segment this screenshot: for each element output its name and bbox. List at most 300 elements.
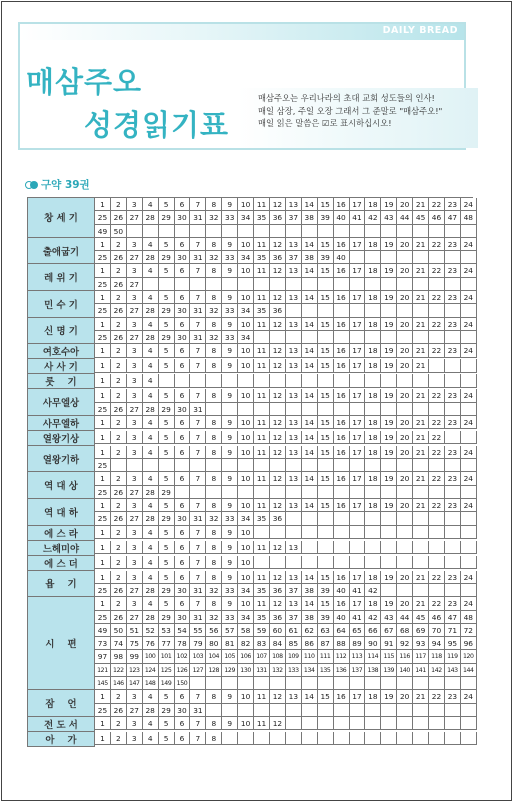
chapter-cell[interactable]: 6	[175, 431, 191, 444]
chapter-cell[interactable]: 22	[429, 499, 445, 512]
chapter-cell[interactable]: 19	[381, 446, 397, 459]
chapter-cell[interactable]: 14	[302, 291, 318, 304]
chapter-cell[interactable]: 14	[302, 238, 318, 251]
chapter-cell[interactable]: 28	[143, 403, 159, 416]
chapter-cell[interactable]: 2	[111, 238, 127, 251]
chapter-cell[interactable]: 23	[445, 446, 461, 459]
chapter-cell[interactable]: 23	[445, 499, 461, 512]
chapter-cell[interactable]: 50	[111, 225, 127, 238]
chapter-cell[interactable]: 1	[95, 690, 111, 703]
chapter-cell[interactable]: 37	[286, 251, 302, 264]
chapter-cell[interactable]: 117	[413, 650, 429, 663]
chapter-cell[interactable]: 43	[381, 611, 397, 624]
chapter-cell[interactable]: 91	[381, 637, 397, 650]
chapter-cell[interactable]: 80	[206, 637, 222, 650]
chapter-cell[interactable]: 24	[461, 446, 477, 459]
chapter-cell[interactable]: 35	[254, 512, 270, 525]
chapter-cell[interactable]: 21	[413, 198, 429, 211]
chapter-cell[interactable]: 2	[111, 541, 127, 554]
chapter-cell[interactable]: 18	[365, 238, 381, 251]
chapter-cell[interactable]: 14	[302, 499, 318, 512]
chapter-cell[interactable]: 24	[461, 318, 477, 331]
chapter-cell[interactable]: 16	[334, 198, 350, 211]
chapter-cell[interactable]: 8	[206, 556, 222, 569]
chapter-cell[interactable]: 21	[413, 359, 429, 372]
chapter-cell[interactable]: 11	[254, 431, 270, 444]
chapter-cell[interactable]: 13	[286, 389, 302, 402]
chapter-cell[interactable]: 26	[111, 331, 127, 344]
chapter-cell[interactable]: 32	[206, 251, 222, 264]
chapter-cell[interactable]: 6	[175, 318, 191, 331]
chapter-cell[interactable]: 52	[143, 624, 159, 637]
chapter-cell[interactable]: 40	[334, 211, 350, 224]
chapter-cell[interactable]: 63	[318, 624, 334, 637]
chapter-cell[interactable]: 34	[238, 611, 254, 624]
chapter-cell[interactable]: 10	[238, 416, 254, 429]
chapter-cell[interactable]: 17	[350, 446, 366, 459]
chapter-cell[interactable]: 6	[175, 571, 191, 584]
chapter-cell[interactable]: 1	[95, 318, 111, 331]
chapter-cell[interactable]: 13	[286, 431, 302, 444]
chapter-cell[interactable]: 18	[365, 389, 381, 402]
chapter-cell[interactable]: 11	[254, 597, 270, 610]
chapter-cell[interactable]: 20	[397, 416, 413, 429]
chapter-cell[interactable]: 4	[143, 291, 159, 304]
chapter-cell[interactable]: 17	[350, 472, 366, 485]
chapter-cell[interactable]: 15	[318, 416, 334, 429]
chapter-cell[interactable]: 97	[95, 650, 111, 663]
chapter-cell[interactable]: 150	[175, 677, 191, 690]
chapter-cell[interactable]: 10	[238, 291, 254, 304]
chapter-cell[interactable]: 42	[365, 611, 381, 624]
chapter-cell[interactable]: 25	[95, 403, 111, 416]
chapter-cell[interactable]: 19	[381, 472, 397, 485]
chapter-cell[interactable]: 9	[222, 446, 238, 459]
chapter-cell[interactable]: 24	[461, 238, 477, 251]
chapter-cell[interactable]: 12	[270, 472, 286, 485]
chapter-cell[interactable]: 5	[159, 571, 175, 584]
chapter-cell[interactable]: 4	[143, 556, 159, 569]
chapter-cell[interactable]: 79	[190, 637, 206, 650]
chapter-cell[interactable]: 13	[286, 359, 302, 372]
chapter-cell[interactable]: 10	[238, 389, 254, 402]
chapter-cell[interactable]: 53	[159, 624, 175, 637]
chapter-cell[interactable]: 10	[238, 318, 254, 331]
chapter-cell[interactable]: 10	[238, 198, 254, 211]
chapter-cell[interactable]: 9	[222, 571, 238, 584]
chapter-cell[interactable]: 144	[461, 664, 477, 677]
chapter-cell[interactable]: 7	[190, 359, 206, 372]
chapter-cell[interactable]: 4	[143, 526, 159, 539]
chapter-cell[interactable]: 45	[413, 611, 429, 624]
chapter-cell[interactable]: 22	[429, 318, 445, 331]
chapter-cell[interactable]: 28	[143, 331, 159, 344]
chapter-cell[interactable]: 129	[222, 664, 238, 677]
chapter-cell[interactable]: 10	[238, 472, 254, 485]
chapter-cell[interactable]: 71	[445, 624, 461, 637]
chapter-cell[interactable]: 29	[159, 584, 175, 597]
chapter-cell[interactable]: 28	[143, 304, 159, 317]
chapter-cell[interactable]: 15	[318, 359, 334, 372]
chapter-cell[interactable]: 29	[159, 211, 175, 224]
chapter-cell[interactable]: 94	[429, 637, 445, 650]
chapter-cell[interactable]: 16	[334, 571, 350, 584]
chapter-cell[interactable]: 13	[286, 690, 302, 703]
chapter-cell[interactable]: 92	[397, 637, 413, 650]
chapter-cell[interactable]: 26	[111, 486, 127, 499]
chapter-cell[interactable]: 1	[95, 238, 111, 251]
chapter-cell[interactable]: 114	[365, 650, 381, 663]
chapter-cell[interactable]: 102	[175, 650, 191, 663]
chapter-cell[interactable]: 24	[461, 198, 477, 211]
chapter-cell[interactable]: 27	[127, 211, 143, 224]
chapter-cell[interactable]: 34	[238, 304, 254, 317]
chapter-cell[interactable]: 10	[238, 344, 254, 357]
chapter-cell[interactable]: 21	[413, 597, 429, 610]
chapter-cell[interactable]: 4	[143, 571, 159, 584]
chapter-cell[interactable]: 6	[175, 344, 191, 357]
chapter-cell[interactable]: 6	[175, 198, 191, 211]
chapter-cell[interactable]: 16	[334, 597, 350, 610]
chapter-cell[interactable]: 20	[397, 597, 413, 610]
chapter-cell[interactable]: 29	[159, 403, 175, 416]
chapter-cell[interactable]: 23	[445, 416, 461, 429]
chapter-cell[interactable]: 14	[302, 318, 318, 331]
chapter-cell[interactable]: 5	[159, 717, 175, 730]
chapter-cell[interactable]: 104	[206, 650, 222, 663]
chapter-cell[interactable]: 4	[143, 318, 159, 331]
chapter-cell[interactable]: 3	[127, 571, 143, 584]
chapter-cell[interactable]: 7	[190, 472, 206, 485]
chapter-cell[interactable]: 25	[95, 278, 111, 291]
chapter-cell[interactable]: 14	[302, 198, 318, 211]
chapter-cell[interactable]: 29	[159, 611, 175, 624]
chapter-cell[interactable]: 14	[302, 344, 318, 357]
chapter-cell[interactable]: 11	[254, 416, 270, 429]
chapter-cell[interactable]: 64	[334, 624, 350, 637]
chapter-cell[interactable]: 27	[127, 304, 143, 317]
chapter-cell[interactable]: 6	[175, 416, 191, 429]
chapter-cell[interactable]: 9	[222, 526, 238, 539]
chapter-cell[interactable]: 1	[95, 446, 111, 459]
chapter-cell[interactable]: 20	[397, 571, 413, 584]
chapter-cell[interactable]: 27	[127, 611, 143, 624]
chapter-cell[interactable]: 25	[95, 512, 111, 525]
chapter-cell[interactable]: 17	[350, 597, 366, 610]
chapter-cell[interactable]: 33	[222, 584, 238, 597]
chapter-cell[interactable]: 5	[159, 690, 175, 703]
chapter-cell[interactable]: 34	[238, 512, 254, 525]
chapter-cell[interactable]: 4	[143, 690, 159, 703]
chapter-cell[interactable]: 8	[206, 526, 222, 539]
chapter-cell[interactable]: 5	[159, 431, 175, 444]
chapter-cell[interactable]: 25	[95, 611, 111, 624]
chapter-cell[interactable]: 11	[254, 690, 270, 703]
chapter-cell[interactable]: 1	[95, 431, 111, 444]
chapter-cell[interactable]: 9	[222, 291, 238, 304]
chapter-cell[interactable]: 20	[397, 238, 413, 251]
chapter-cell[interactable]: 20	[397, 446, 413, 459]
chapter-cell[interactable]: 10	[238, 541, 254, 554]
chapter-cell[interactable]: 42	[365, 584, 381, 597]
chapter-cell[interactable]: 3	[127, 374, 143, 387]
chapter-cell[interactable]: 14	[302, 472, 318, 485]
chapter-cell[interactable]: 5	[159, 264, 175, 277]
chapter-cell[interactable]: 3	[127, 717, 143, 730]
chapter-cell[interactable]: 27	[127, 331, 143, 344]
chapter-cell[interactable]: 20	[397, 198, 413, 211]
chapter-cell[interactable]: 17	[350, 431, 366, 444]
chapter-cell[interactable]: 13	[286, 499, 302, 512]
chapter-cell[interactable]: 17	[350, 264, 366, 277]
chapter-cell[interactable]: 26	[111, 278, 127, 291]
chapter-cell[interactable]: 31	[190, 704, 206, 717]
chapter-cell[interactable]: 15	[318, 291, 334, 304]
chapter-cell[interactable]: 10	[238, 359, 254, 372]
chapter-cell[interactable]: 45	[413, 211, 429, 224]
chapter-cell[interactable]: 11	[254, 238, 270, 251]
chapter-cell[interactable]: 2	[111, 291, 127, 304]
chapter-cell[interactable]: 29	[159, 512, 175, 525]
chapter-cell[interactable]: 23	[445, 344, 461, 357]
chapter-cell[interactable]: 11	[254, 344, 270, 357]
chapter-cell[interactable]: 76	[143, 637, 159, 650]
chapter-cell[interactable]: 3	[127, 541, 143, 554]
chapter-cell[interactable]: 1	[95, 541, 111, 554]
chapter-cell[interactable]: 143	[445, 664, 461, 677]
chapter-cell[interactable]: 22	[429, 238, 445, 251]
chapter-cell[interactable]: 29	[159, 704, 175, 717]
chapter-cell[interactable]: 33	[222, 331, 238, 344]
chapter-cell[interactable]: 5	[159, 344, 175, 357]
chapter-cell[interactable]: 26	[111, 704, 127, 717]
chapter-cell[interactable]: 13	[286, 344, 302, 357]
chapter-cell[interactable]: 18	[365, 198, 381, 211]
chapter-cell[interactable]: 36	[270, 251, 286, 264]
chapter-cell[interactable]: 7	[190, 690, 206, 703]
chapter-cell[interactable]: 34	[238, 331, 254, 344]
chapter-cell[interactable]: 141	[413, 664, 429, 677]
chapter-cell[interactable]: 139	[381, 664, 397, 677]
chapter-cell[interactable]: 18	[365, 690, 381, 703]
chapter-cell[interactable]: 4	[143, 446, 159, 459]
chapter-cell[interactable]: 7	[190, 344, 206, 357]
chapter-cell[interactable]: 35	[254, 211, 270, 224]
chapter-cell[interactable]: 11	[254, 446, 270, 459]
chapter-cell[interactable]: 127	[190, 664, 206, 677]
chapter-cell[interactable]: 7	[190, 264, 206, 277]
chapter-cell[interactable]: 22	[429, 431, 445, 444]
chapter-cell[interactable]: 128	[206, 664, 222, 677]
chapter-cell[interactable]: 3	[127, 732, 143, 745]
chapter-cell[interactable]: 35	[254, 611, 270, 624]
chapter-cell[interactable]: 7	[190, 416, 206, 429]
chapter-cell[interactable]: 8	[206, 571, 222, 584]
chapter-cell[interactable]: 4	[143, 717, 159, 730]
chapter-cell[interactable]: 14	[302, 389, 318, 402]
chapter-cell[interactable]: 6	[175, 264, 191, 277]
chapter-cell[interactable]: 122	[111, 664, 127, 677]
chapter-cell[interactable]: 142	[429, 664, 445, 677]
chapter-cell[interactable]: 78	[175, 637, 191, 650]
chapter-cell[interactable]: 36	[270, 211, 286, 224]
chapter-cell[interactable]: 1	[95, 198, 111, 211]
chapter-cell[interactable]: 9	[222, 344, 238, 357]
chapter-cell[interactable]: 20	[397, 359, 413, 372]
chapter-cell[interactable]: 19	[381, 597, 397, 610]
chapter-cell[interactable]: 15	[318, 264, 334, 277]
chapter-cell[interactable]: 4	[143, 238, 159, 251]
chapter-cell[interactable]: 39	[318, 211, 334, 224]
chapter-cell[interactable]: 34	[238, 211, 254, 224]
chapter-cell[interactable]: 19	[381, 198, 397, 211]
chapter-cell[interactable]: 12	[270, 238, 286, 251]
chapter-cell[interactable]: 44	[397, 611, 413, 624]
chapter-cell[interactable]: 12	[270, 541, 286, 554]
chapter-cell[interactable]: 22	[429, 291, 445, 304]
chapter-cell[interactable]: 11	[254, 499, 270, 512]
chapter-cell[interactable]: 9	[222, 597, 238, 610]
chapter-cell[interactable]: 17	[350, 318, 366, 331]
chapter-cell[interactable]: 16	[334, 238, 350, 251]
chapter-cell[interactable]: 27	[127, 512, 143, 525]
chapter-cell[interactable]: 72	[461, 624, 477, 637]
chapter-cell[interactable]: 4	[143, 389, 159, 402]
chapter-cell[interactable]: 3	[127, 416, 143, 429]
chapter-cell[interactable]: 6	[175, 446, 191, 459]
chapter-cell[interactable]: 21	[413, 291, 429, 304]
chapter-cell[interactable]: 10	[238, 431, 254, 444]
chapter-cell[interactable]: 1	[95, 264, 111, 277]
chapter-cell[interactable]: 14	[302, 264, 318, 277]
chapter-cell[interactable]: 57	[222, 624, 238, 637]
chapter-cell[interactable]: 5	[159, 389, 175, 402]
chapter-cell[interactable]: 22	[429, 416, 445, 429]
chapter-cell[interactable]: 7	[190, 732, 206, 745]
chapter-cell[interactable]: 93	[413, 637, 429, 650]
chapter-cell[interactable]: 13	[286, 597, 302, 610]
chapter-cell[interactable]: 18	[365, 359, 381, 372]
chapter-cell[interactable]: 33	[222, 611, 238, 624]
chapter-cell[interactable]: 19	[381, 690, 397, 703]
chapter-cell[interactable]: 27	[127, 251, 143, 264]
chapter-cell[interactable]: 16	[334, 446, 350, 459]
chapter-cell[interactable]: 43	[381, 211, 397, 224]
chapter-cell[interactable]: 21	[413, 416, 429, 429]
chapter-cell[interactable]: 32	[206, 331, 222, 344]
chapter-cell[interactable]: 105	[222, 650, 238, 663]
chapter-cell[interactable]: 13	[286, 446, 302, 459]
chapter-cell[interactable]: 33	[222, 251, 238, 264]
chapter-cell[interactable]: 3	[127, 291, 143, 304]
chapter-cell[interactable]: 25	[95, 486, 111, 499]
chapter-cell[interactable]: 20	[397, 344, 413, 357]
chapter-cell[interactable]: 70	[429, 624, 445, 637]
chapter-cell[interactable]: 41	[350, 611, 366, 624]
chapter-cell[interactable]: 16	[334, 389, 350, 402]
chapter-cell[interactable]: 11	[254, 264, 270, 277]
chapter-cell[interactable]: 2	[111, 374, 127, 387]
chapter-cell[interactable]: 136	[334, 664, 350, 677]
chapter-cell[interactable]: 21	[413, 264, 429, 277]
chapter-cell[interactable]: 30	[175, 704, 191, 717]
chapter-cell[interactable]: 130	[238, 664, 254, 677]
chapter-cell[interactable]: 32	[206, 584, 222, 597]
chapter-cell[interactable]: 2	[111, 732, 127, 745]
chapter-cell[interactable]: 21	[413, 690, 429, 703]
chapter-cell[interactable]: 5	[159, 359, 175, 372]
chapter-cell[interactable]: 12	[270, 344, 286, 357]
chapter-cell[interactable]: 32	[206, 304, 222, 317]
chapter-cell[interactable]: 13	[286, 416, 302, 429]
chapter-cell[interactable]: 5	[159, 499, 175, 512]
chapter-cell[interactable]: 16	[334, 359, 350, 372]
chapter-cell[interactable]: 13	[286, 238, 302, 251]
chapter-cell[interactable]: 48	[461, 611, 477, 624]
chapter-cell[interactable]: 32	[206, 211, 222, 224]
chapter-cell[interactable]: 7	[190, 499, 206, 512]
chapter-cell[interactable]: 20	[397, 264, 413, 277]
chapter-cell[interactable]: 18	[365, 472, 381, 485]
chapter-cell[interactable]: 83	[254, 637, 270, 650]
chapter-cell[interactable]: 7	[190, 597, 206, 610]
chapter-cell[interactable]: 121	[95, 664, 111, 677]
chapter-cell[interactable]: 6	[175, 499, 191, 512]
chapter-cell[interactable]: 31	[190, 403, 206, 416]
chapter-cell[interactable]: 2	[111, 556, 127, 569]
chapter-cell[interactable]: 46	[429, 211, 445, 224]
chapter-cell[interactable]: 16	[334, 344, 350, 357]
chapter-cell[interactable]: 18	[365, 431, 381, 444]
chapter-cell[interactable]: 8	[206, 431, 222, 444]
chapter-cell[interactable]: 2	[111, 499, 127, 512]
chapter-cell[interactable]: 2	[111, 344, 127, 357]
chapter-cell[interactable]: 119	[445, 650, 461, 663]
chapter-cell[interactable]: 12	[270, 198, 286, 211]
chapter-cell[interactable]: 5	[159, 198, 175, 211]
chapter-cell[interactable]: 21	[413, 431, 429, 444]
chapter-cell[interactable]: 24	[461, 472, 477, 485]
chapter-cell[interactable]: 90	[365, 637, 381, 650]
chapter-cell[interactable]: 4	[143, 472, 159, 485]
chapter-cell[interactable]: 8	[206, 291, 222, 304]
chapter-cell[interactable]: 15	[318, 198, 334, 211]
chapter-cell[interactable]: 3	[127, 198, 143, 211]
chapter-cell[interactable]: 149	[159, 677, 175, 690]
chapter-cell[interactable]: 85	[286, 637, 302, 650]
chapter-cell[interactable]: 25	[95, 211, 111, 224]
chapter-cell[interactable]: 19	[381, 416, 397, 429]
chapter-cell[interactable]: 100	[143, 650, 159, 663]
chapter-cell[interactable]: 2	[111, 526, 127, 539]
chapter-cell[interactable]: 23	[445, 571, 461, 584]
chapter-cell[interactable]: 18	[365, 446, 381, 459]
chapter-cell[interactable]: 12	[270, 389, 286, 402]
chapter-cell[interactable]: 1	[95, 717, 111, 730]
chapter-cell[interactable]: 68	[397, 624, 413, 637]
chapter-cell[interactable]: 19	[381, 291, 397, 304]
chapter-cell[interactable]: 112	[334, 650, 350, 663]
chapter-cell[interactable]: 4	[143, 499, 159, 512]
chapter-cell[interactable]: 55	[190, 624, 206, 637]
chapter-cell[interactable]: 4	[143, 732, 159, 745]
chapter-cell[interactable]: 29	[159, 331, 175, 344]
chapter-cell[interactable]: 25	[95, 251, 111, 264]
chapter-cell[interactable]: 6	[175, 526, 191, 539]
chapter-cell[interactable]: 30	[175, 611, 191, 624]
chapter-cell[interactable]: 66	[365, 624, 381, 637]
chapter-cell[interactable]: 2	[111, 198, 127, 211]
